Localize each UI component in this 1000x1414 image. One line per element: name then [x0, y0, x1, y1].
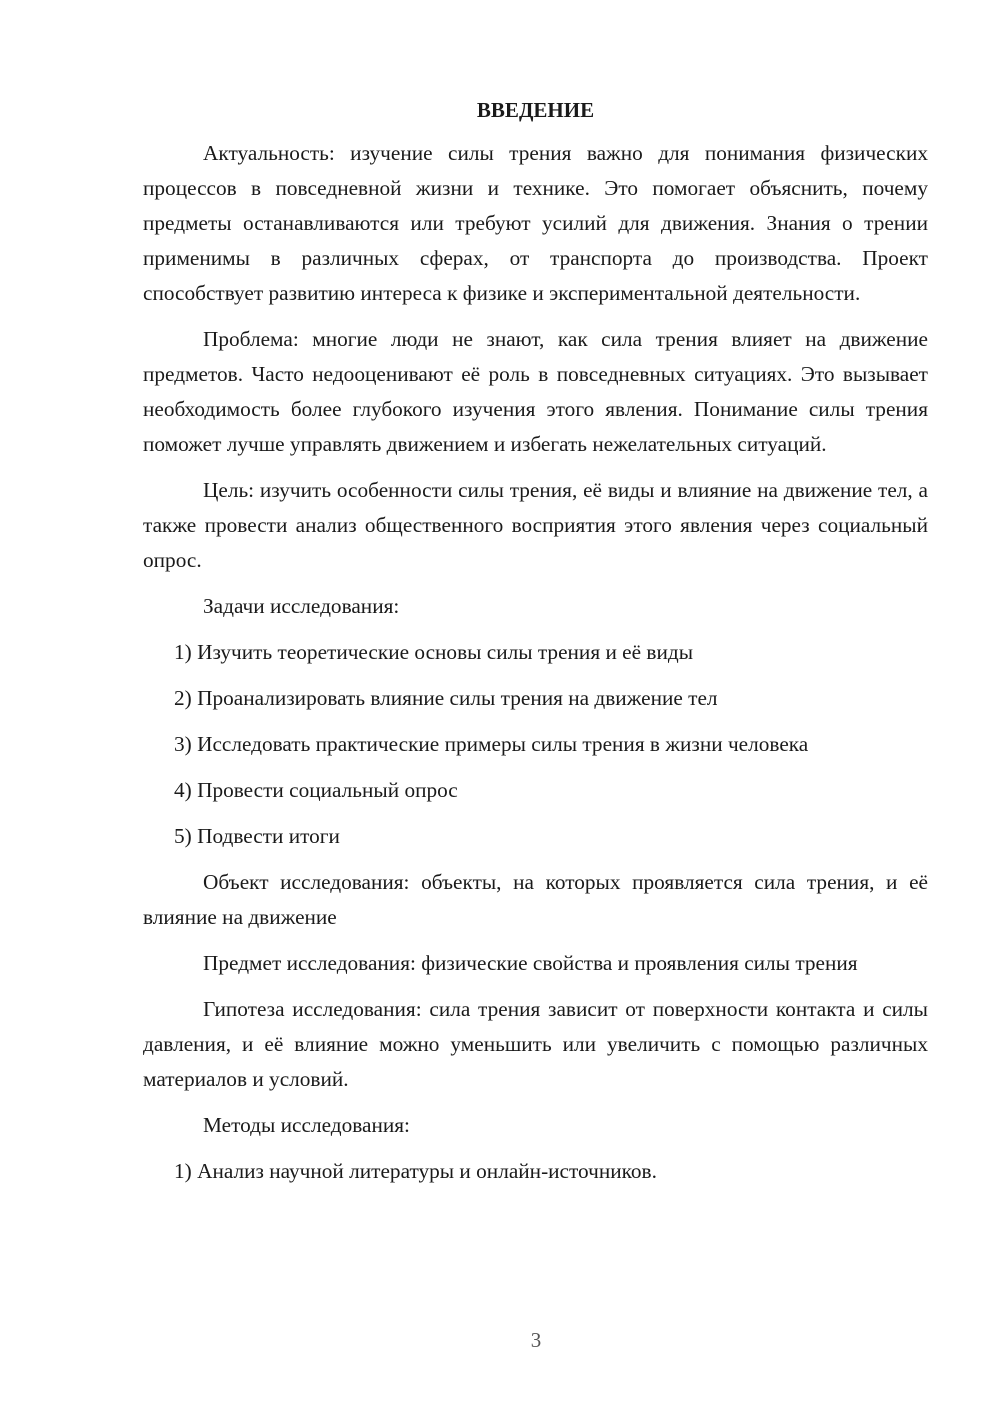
task-item: 1) Изучить теоретические основы силы трения и её виды	[174, 640, 693, 664]
methods-heading: Методы исследования:	[203, 1113, 410, 1137]
task-item: 5) Подвести итоги	[174, 824, 340, 848]
object-paragraph: Объект исследования: объекты, на которых проявляется сила трения, и её влияние на движение	[143, 870, 928, 929]
relevance-paragraph: Актуальность: изучение силы трения важно для понимания физических процессов в повседневной жизни и технике. Это помогает объяснить, почему предметы останавливаются или требуют усилий для движения. Знания о трении применимы в различных сферах, от транспорта до производства. Проект способствует развитию интереса к физике и экспериментальной деятельности.	[143, 141, 928, 305]
subject-paragraph: Предмет исследования: физические свойства и проявления силы трения	[203, 951, 858, 975]
document-page	[143, 93, 928, 1200]
method-item: 1) Анализ научной литературы и онлайн-источников.	[174, 1159, 657, 1183]
problem-paragraph: Проблема: многие люди не знают, как сила трения влияет на движение предметов. Часто недооценивают её роль в повседневных ситуациях. Это вызывает необходимость более глубокого изучения этого явления. Понимание силы трения поможет лучше управлять движением и избегать нежелательных ситуаций.	[143, 327, 928, 456]
goal-paragraph: Цель: изучить особенности силы трения, её виды и влияние на движение тел, а также провести анализ общественного восприятия этого явления через социальный опрос.	[143, 478, 928, 572]
task-item: 2) Проанализировать влияние силы трения на движение тел	[174, 686, 718, 710]
task-item: 4) Провести социальный опрос	[174, 778, 458, 802]
tasks-heading: Задачи исследования:	[203, 594, 400, 618]
page-title: ВВЕДЕНИЕ	[476, 98, 595, 122]
task-item: 3) Исследовать практические примеры силы трения в жизни человека	[174, 732, 809, 756]
hypothesis-paragraph: Гипотеза исследования: сила трения зависит от поверхности контакта и силы давления, и её влияние можно уменьшить или увеличить с помощью различных материалов и условий.	[143, 997, 928, 1091]
page-number: 3	[530, 1328, 542, 1352]
